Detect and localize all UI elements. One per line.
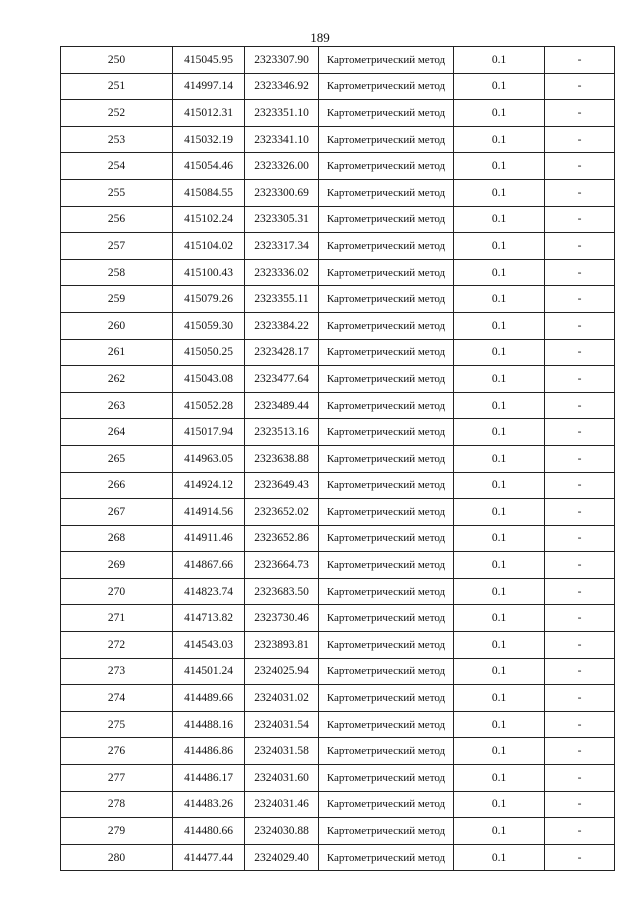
method-cell: Картометрический метод <box>319 818 454 845</box>
x-coordinate-cell: 414486.17 <box>173 765 245 792</box>
description-cell: - <box>545 286 615 313</box>
point-number-cell: 276 <box>61 738 173 765</box>
description-cell: - <box>545 605 615 632</box>
accuracy-cell: 0.1 <box>454 339 545 366</box>
description-cell: - <box>545 366 615 393</box>
x-coordinate-cell: 414483.26 <box>173 791 245 818</box>
x-coordinate-cell: 415104.02 <box>173 233 245 260</box>
y-coordinate-cell: 2323336.02 <box>245 259 319 286</box>
table-row <box>61 392 615 419</box>
y-coordinate-cell: 2323346.92 <box>245 73 319 100</box>
x-coordinate-cell: 415043.08 <box>173 366 245 393</box>
method-cell: Картометрический метод <box>319 233 454 260</box>
method-cell: Картометрический метод <box>319 179 454 206</box>
accuracy-cell: 0.1 <box>454 552 545 579</box>
x-coordinate-cell: 414867.66 <box>173 552 245 579</box>
point-number-cell: 274 <box>61 685 173 712</box>
y-coordinate-cell: 2324030.88 <box>245 818 319 845</box>
description-cell: - <box>545 711 615 738</box>
method-cell: Картометрический метод <box>319 259 454 286</box>
table-row <box>61 206 615 233</box>
accuracy-cell: 0.1 <box>454 153 545 180</box>
accuracy-cell: 0.1 <box>454 233 545 260</box>
y-coordinate-cell: 2323652.86 <box>245 525 319 552</box>
description-cell: - <box>545 312 615 339</box>
description-cell: - <box>545 818 615 845</box>
method-cell: Картометрический метод <box>319 765 454 792</box>
table-row <box>61 366 615 393</box>
point-number-cell: 273 <box>61 658 173 685</box>
table-row <box>61 525 615 552</box>
y-coordinate-cell: 2324031.58 <box>245 738 319 765</box>
method-cell: Картометрический метод <box>319 126 454 153</box>
y-coordinate-cell: 2323428.17 <box>245 339 319 366</box>
y-coordinate-cell: 2324029.40 <box>245 844 319 871</box>
method-cell: Картометрический метод <box>319 632 454 659</box>
description-cell: - <box>545 844 615 871</box>
x-coordinate-cell: 414480.66 <box>173 818 245 845</box>
point-number-cell: 260 <box>61 312 173 339</box>
description-cell: - <box>545 47 615 74</box>
table-row <box>61 233 615 260</box>
method-cell: Картометрический метод <box>319 525 454 552</box>
description-cell: - <box>545 339 615 366</box>
table-row <box>61 312 615 339</box>
coordinates-table-body <box>61 47 615 871</box>
point-number-cell: 278 <box>61 791 173 818</box>
table-row <box>61 844 615 871</box>
method-cell: Картометрический метод <box>319 791 454 818</box>
x-coordinate-cell: 414488.16 <box>173 711 245 738</box>
method-cell: Картометрический метод <box>319 578 454 605</box>
table-row <box>61 419 615 446</box>
y-coordinate-cell: 2323730.46 <box>245 605 319 632</box>
accuracy-cell: 0.1 <box>454 206 545 233</box>
y-coordinate-cell: 2323326.00 <box>245 153 319 180</box>
point-number-cell: 268 <box>61 525 173 552</box>
method-cell: Картометрический метод <box>319 286 454 313</box>
table-row <box>61 472 615 499</box>
description-cell: - <box>545 791 615 818</box>
x-coordinate-cell: 414823.74 <box>173 578 245 605</box>
point-number-cell: 271 <box>61 605 173 632</box>
method-cell: Картометрический метод <box>319 738 454 765</box>
y-coordinate-cell: 2323317.34 <box>245 233 319 260</box>
accuracy-cell: 0.1 <box>454 632 545 659</box>
point-number-cell: 261 <box>61 339 173 366</box>
y-coordinate-cell: 2323489.44 <box>245 392 319 419</box>
table-row <box>61 73 615 100</box>
y-coordinate-cell: 2323384.22 <box>245 312 319 339</box>
accuracy-cell: 0.1 <box>454 711 545 738</box>
description-cell: - <box>545 206 615 233</box>
y-coordinate-cell: 2323683.50 <box>245 578 319 605</box>
accuracy-cell: 0.1 <box>454 765 545 792</box>
accuracy-cell: 0.1 <box>454 525 545 552</box>
y-coordinate-cell: 2323477.64 <box>245 366 319 393</box>
y-coordinate-cell: 2324031.02 <box>245 685 319 712</box>
table-row <box>61 445 615 472</box>
x-coordinate-cell: 415102.24 <box>173 206 245 233</box>
y-coordinate-cell: 2323355.11 <box>245 286 319 313</box>
accuracy-cell: 0.1 <box>454 472 545 499</box>
x-coordinate-cell: 415032.19 <box>173 126 245 153</box>
page-number: 189 <box>310 30 330 45</box>
table-row <box>61 179 615 206</box>
table-row <box>61 818 615 845</box>
y-coordinate-cell: 2324031.46 <box>245 791 319 818</box>
accuracy-cell: 0.1 <box>454 392 545 419</box>
method-cell: Картометрический метод <box>319 685 454 712</box>
point-number-cell: 258 <box>61 259 173 286</box>
table-row <box>61 286 615 313</box>
accuracy-cell: 0.1 <box>454 578 545 605</box>
method-cell: Картометрический метод <box>319 312 454 339</box>
x-coordinate-cell: 414489.66 <box>173 685 245 712</box>
coordinates-table <box>60 46 615 871</box>
x-coordinate-cell: 415017.94 <box>173 419 245 446</box>
accuracy-cell: 0.1 <box>454 73 545 100</box>
description-cell: - <box>545 632 615 659</box>
method-cell: Картометрический метод <box>319 206 454 233</box>
y-coordinate-cell: 2324031.60 <box>245 765 319 792</box>
description-cell: - <box>545 73 615 100</box>
description-cell: - <box>545 685 615 712</box>
y-coordinate-cell: 2323351.10 <box>245 100 319 127</box>
table-row <box>61 47 615 74</box>
accuracy-cell: 0.1 <box>454 658 545 685</box>
point-number-cell: 256 <box>61 206 173 233</box>
accuracy-cell: 0.1 <box>454 605 545 632</box>
table-row <box>61 126 615 153</box>
table-row <box>61 658 615 685</box>
y-coordinate-cell: 2323893.81 <box>245 632 319 659</box>
x-coordinate-cell: 415012.31 <box>173 100 245 127</box>
description-cell: - <box>545 392 615 419</box>
method-cell: Картометрический метод <box>319 844 454 871</box>
x-coordinate-cell: 414486.86 <box>173 738 245 765</box>
method-cell: Картометрический метод <box>319 658 454 685</box>
x-coordinate-cell: 415052.28 <box>173 392 245 419</box>
y-coordinate-cell: 2323649.43 <box>245 472 319 499</box>
description-cell: - <box>545 179 615 206</box>
point-number-cell: 257 <box>61 233 173 260</box>
description-cell: - <box>545 419 615 446</box>
method-cell: Картометрический метод <box>319 366 454 393</box>
point-number-cell: 279 <box>61 818 173 845</box>
point-number-cell: 270 <box>61 578 173 605</box>
table-row <box>61 632 615 659</box>
x-coordinate-cell: 415059.30 <box>173 312 245 339</box>
table-row <box>61 552 615 579</box>
point-number-cell: 255 <box>61 179 173 206</box>
x-coordinate-cell: 414501.24 <box>173 658 245 685</box>
table-row <box>61 339 615 366</box>
y-coordinate-cell: 2323513.16 <box>245 419 319 446</box>
y-coordinate-cell: 2323652.02 <box>245 499 319 526</box>
table-row <box>61 738 615 765</box>
accuracy-cell: 0.1 <box>454 844 545 871</box>
description-cell: - <box>545 578 615 605</box>
point-number-cell: 272 <box>61 632 173 659</box>
y-coordinate-cell: 2323307.90 <box>245 47 319 74</box>
method-cell: Картометрический метод <box>319 339 454 366</box>
accuracy-cell: 0.1 <box>454 126 545 153</box>
accuracy-cell: 0.1 <box>454 818 545 845</box>
point-number-cell: 280 <box>61 844 173 871</box>
x-coordinate-cell: 414911.46 <box>173 525 245 552</box>
y-coordinate-cell: 2323341.10 <box>245 126 319 153</box>
method-cell: Картометрический метод <box>319 153 454 180</box>
method-cell: Картометрический метод <box>319 472 454 499</box>
table-row <box>61 259 615 286</box>
y-coordinate-cell: 2323300.69 <box>245 179 319 206</box>
x-coordinate-cell: 415045.95 <box>173 47 245 74</box>
description-cell: - <box>545 153 615 180</box>
point-number-cell: 266 <box>61 472 173 499</box>
x-coordinate-cell: 415079.26 <box>173 286 245 313</box>
accuracy-cell: 0.1 <box>454 499 545 526</box>
accuracy-cell: 0.1 <box>454 259 545 286</box>
accuracy-cell: 0.1 <box>454 419 545 446</box>
point-number-cell: 253 <box>61 126 173 153</box>
accuracy-cell: 0.1 <box>454 286 545 313</box>
method-cell: Картометрический метод <box>319 392 454 419</box>
method-cell: Картометрический метод <box>319 100 454 127</box>
description-cell: - <box>545 658 615 685</box>
point-number-cell: 250 <box>61 47 173 74</box>
y-coordinate-cell: 2324025.94 <box>245 658 319 685</box>
description-cell: - <box>545 126 615 153</box>
point-number-cell: 262 <box>61 366 173 393</box>
table-row <box>61 499 615 526</box>
point-number-cell: 264 <box>61 419 173 446</box>
x-coordinate-cell: 414543.03 <box>173 632 245 659</box>
x-coordinate-cell: 415050.25 <box>173 339 245 366</box>
table-row <box>61 605 615 632</box>
x-coordinate-cell: 414914.56 <box>173 499 245 526</box>
description-cell: - <box>545 259 615 286</box>
description-cell: - <box>545 472 615 499</box>
accuracy-cell: 0.1 <box>454 47 545 74</box>
x-coordinate-cell: 415084.55 <box>173 179 245 206</box>
x-coordinate-cell: 414963.05 <box>173 445 245 472</box>
method-cell: Картометрический метод <box>319 419 454 446</box>
accuracy-cell: 0.1 <box>454 738 545 765</box>
table-row <box>61 711 615 738</box>
accuracy-cell: 0.1 <box>454 445 545 472</box>
description-cell: - <box>545 525 615 552</box>
accuracy-cell: 0.1 <box>454 685 545 712</box>
y-coordinate-cell: 2323664.73 <box>245 552 319 579</box>
accuracy-cell: 0.1 <box>454 100 545 127</box>
accuracy-cell: 0.1 <box>454 791 545 818</box>
point-number-cell: 254 <box>61 153 173 180</box>
method-cell: Картометрический метод <box>319 605 454 632</box>
accuracy-cell: 0.1 <box>454 366 545 393</box>
x-coordinate-cell: 414924.12 <box>173 472 245 499</box>
point-number-cell: 259 <box>61 286 173 313</box>
x-coordinate-cell: 415054.46 <box>173 153 245 180</box>
method-cell: Картометрический метод <box>319 552 454 579</box>
description-cell: - <box>545 765 615 792</box>
method-cell: Картометрический метод <box>319 73 454 100</box>
method-cell: Картометрический метод <box>319 445 454 472</box>
table-row <box>61 153 615 180</box>
point-number-cell: 277 <box>61 765 173 792</box>
x-coordinate-cell: 414997.14 <box>173 73 245 100</box>
table-row <box>61 685 615 712</box>
table-row <box>61 765 615 792</box>
accuracy-cell: 0.1 <box>454 179 545 206</box>
table-row <box>61 100 615 127</box>
point-number-cell: 265 <box>61 445 173 472</box>
method-cell: Картометрический метод <box>319 711 454 738</box>
point-number-cell: 275 <box>61 711 173 738</box>
y-coordinate-cell: 2323638.88 <box>245 445 319 472</box>
table-row <box>61 578 615 605</box>
table-row <box>61 791 615 818</box>
description-cell: - <box>545 445 615 472</box>
point-number-cell: 263 <box>61 392 173 419</box>
method-cell: Картометрический метод <box>319 47 454 74</box>
description-cell: - <box>545 499 615 526</box>
description-cell: - <box>545 100 615 127</box>
method-cell: Картометрический метод <box>319 499 454 526</box>
accuracy-cell: 0.1 <box>454 312 545 339</box>
y-coordinate-cell: 2324031.54 <box>245 711 319 738</box>
point-number-cell: 269 <box>61 552 173 579</box>
x-coordinate-cell: 415100.43 <box>173 259 245 286</box>
x-coordinate-cell: 414713.82 <box>173 605 245 632</box>
description-cell: - <box>545 552 615 579</box>
point-number-cell: 251 <box>61 73 173 100</box>
description-cell: - <box>545 738 615 765</box>
x-coordinate-cell: 414477.44 <box>173 844 245 871</box>
point-number-cell: 267 <box>61 499 173 526</box>
point-number-cell: 252 <box>61 100 173 127</box>
description-cell: - <box>545 233 615 260</box>
y-coordinate-cell: 2323305.31 <box>245 206 319 233</box>
